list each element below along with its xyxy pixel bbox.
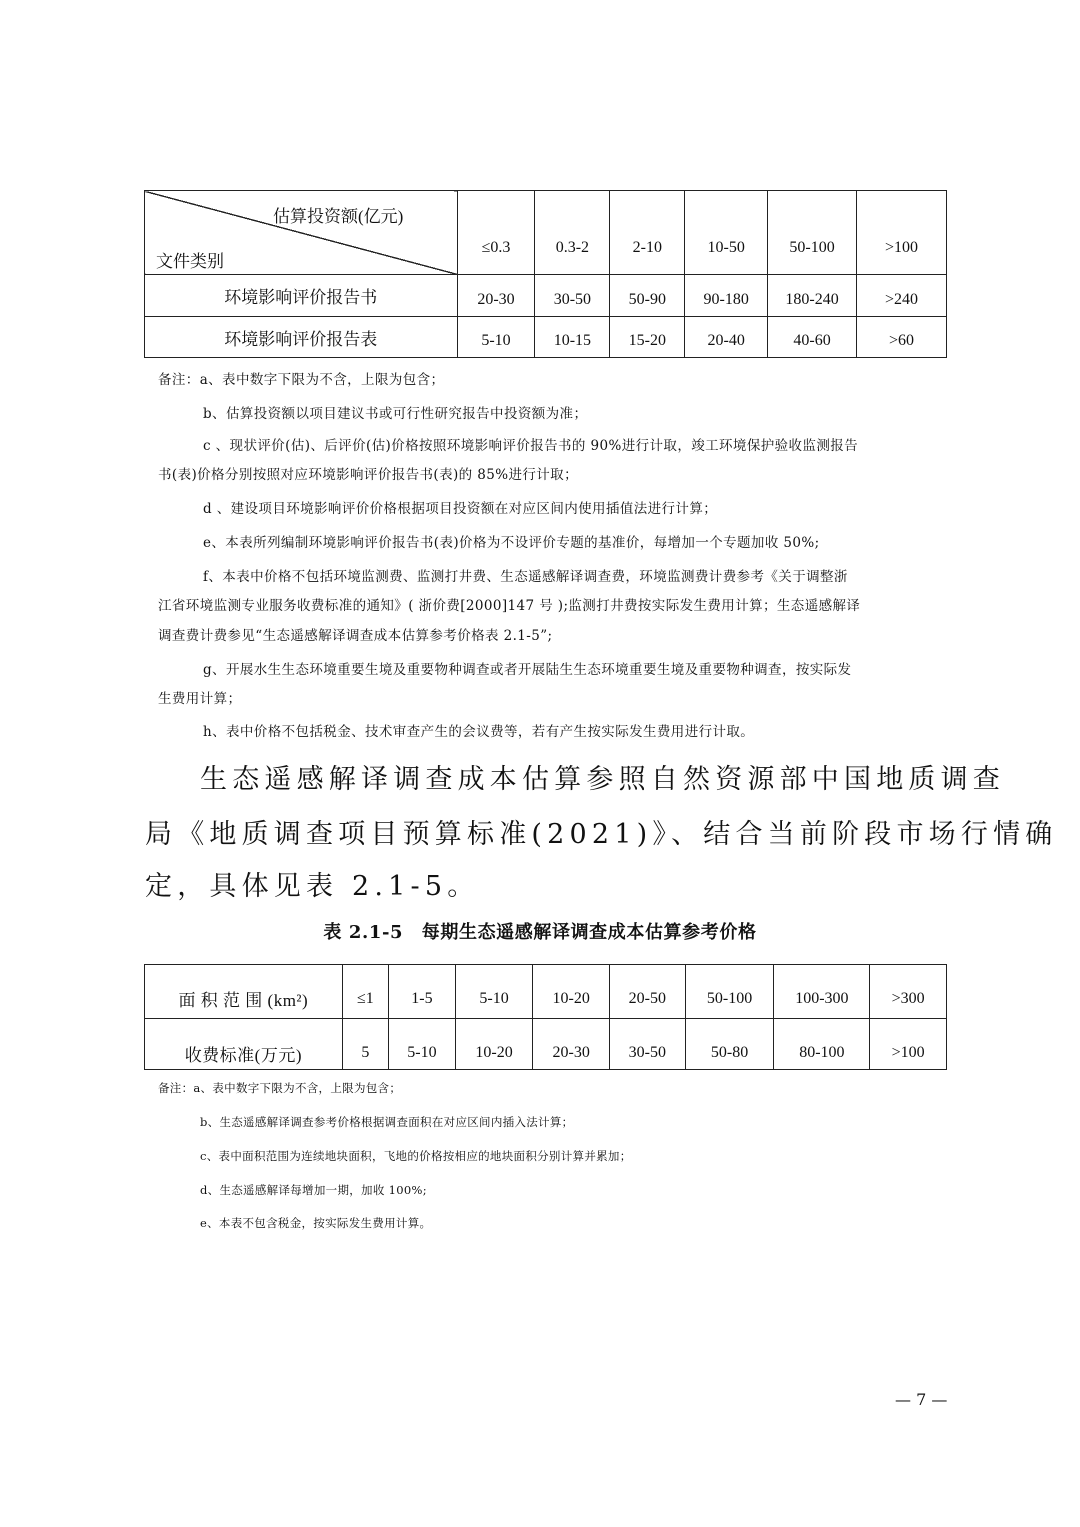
table-cell: 5-10 — [457, 317, 535, 358]
header-investment-label: 估算投资额(亿元) — [273, 207, 404, 226]
note-line: 备注：a、表中数字下限为不含，上限为包含； — [158, 1081, 402, 1095]
diagonal-header-cell — [145, 191, 458, 275]
column-header: 0.3-2 — [535, 191, 610, 275]
table-cell: 30-50 — [610, 1019, 686, 1070]
note-line: d 、建设项目环境影响评价价格根据项目投资额在对应区间内使用插值法进行计算； — [203, 501, 718, 517]
table-cell: 180-240 — [768, 275, 857, 317]
note-line: e、本表所列编制环境影响评价报告书(表)价格为不设评价专题的基准价，每增加一个专题加收 50%; — [203, 535, 820, 551]
note-line: f、本表中价格不包括环境监测费、监测打井费、生态遥感解译调查费，环境监测费计费参考《关于调整浙 — [203, 569, 848, 585]
table-cell: >100 — [870, 1019, 947, 1070]
table-cell: >300 — [870, 965, 947, 1019]
note-line: 调查费计费参见“生态遥感解译调查成本估算参考价格表 2.1-5”; — [158, 628, 553, 644]
table-cell: 50-100 — [685, 965, 774, 1019]
note-line: h、表中价格不包括税金、技术审查产生的会议费等，若有产生按实际发生费用进行计取。 — [203, 724, 755, 740]
table-cell: 10-20 — [455, 1019, 533, 1070]
table-cell: 5 — [342, 1019, 388, 1070]
note-line: c 、现状评价(估)、后评价(估)价格按照环境影响评价报告书的 90%进行计取，竣工环境保护验收监测报告 — [203, 438, 859, 454]
table-row — [145, 317, 947, 358]
table-cell: 50-80 — [685, 1019, 774, 1070]
table-cell: 80-100 — [774, 1019, 870, 1070]
table-cell: 1-5 — [389, 965, 456, 1019]
table-cell: 40-60 — [768, 317, 857, 358]
header-file-type-label: 文件类别 — [156, 252, 224, 271]
column-header: >100 — [857, 191, 947, 275]
note-line: g、开展水生生态环境重要生境及重要物种调查或者开展陆生生态环境重要生境及重要物种调查，按实际发 — [203, 662, 852, 678]
table-cell: 5-10 — [455, 965, 533, 1019]
table-cell: >60 — [857, 317, 947, 358]
table-cell: 20-30 — [457, 275, 535, 317]
note-line: 备注：a、表中数字下限为不含，上限为包含； — [158, 372, 445, 388]
page-number: — 7 — — [895, 1390, 948, 1409]
table-header-row — [145, 191, 947, 275]
table-cell: 10-15 — [535, 317, 610, 358]
row-label: 面 积 范 围 (km²) — [145, 965, 343, 1019]
note-line: 书(表)价格分别按照对应环境影响评价报告书(表)的 85%进行计取； — [158, 467, 578, 483]
table-row — [145, 1019, 947, 1070]
table-cell: 20-40 — [685, 317, 768, 358]
table-cell: 100-300 — [774, 965, 870, 1019]
column-header: ≤0.3 — [457, 191, 535, 275]
table-cell: >240 — [857, 275, 947, 317]
column-header: 50-100 — [768, 191, 857, 275]
body-paragraph-line: 局《地质调查项目预算标准(2021)》、结合当前阶段市场行情确 — [145, 819, 1058, 850]
note-line: b、估算投资额以项目建议书或可行性研究报告中投资额为准； — [203, 406, 588, 422]
table-cell: 30-50 — [535, 275, 610, 317]
table-cell: 20-30 — [533, 1019, 610, 1070]
note-line: e、本表不包含税金，按实际发生费用计算。 — [200, 1216, 432, 1230]
row-label: 环境影响评价报告表 — [145, 317, 458, 358]
note-line: 江省环境监测专业服务收费标准的通知》( 浙价费[2000]147 号 );监测打井费按实际发生费用计算；生态遥感解译 — [158, 598, 861, 614]
table-cell: 20-50 — [610, 965, 686, 1019]
note-line: 生费用计算； — [158, 691, 242, 707]
note-line: d、生态遥感解译每增加一期，加收 100%; — [200, 1183, 427, 1197]
remote-sensing-price-table — [144, 964, 947, 1070]
table-cell: 50-90 — [610, 275, 685, 317]
table-cell: ≤1 — [342, 965, 388, 1019]
table-cell: 15-20 — [610, 317, 685, 358]
body-paragraph-line: 生态遥感解译调查成本估算参照自然资源部中国地质调查 — [200, 764, 1005, 795]
investment-price-table — [144, 190, 947, 358]
table-caption: 表 2.1-5 每期生态遥感解译调查成本估算参考价格 — [323, 922, 757, 943]
column-header: 2-10 — [610, 191, 685, 275]
body-paragraph-line: 定，具体见表 2.1-5。 — [145, 871, 480, 902]
table-row — [145, 965, 947, 1019]
column-header: 10-50 — [685, 191, 768, 275]
table-cell: 5-10 — [389, 1019, 456, 1070]
note-line: c、表中面积范围为连续地块面积，飞地的价格按相应的地块面积分别计算并累加； — [200, 1149, 632, 1163]
table-row — [145, 275, 947, 317]
row-label: 环境影响评价报告书 — [145, 275, 458, 317]
table-cell: 90-180 — [685, 275, 768, 317]
table-cell: 10-20 — [533, 965, 610, 1019]
row-label: 收费标准(万元) — [145, 1019, 343, 1070]
note-line: b、生态遥感解译调查参考价格根据调查面积在对应区间内插入法计算； — [200, 1115, 574, 1129]
